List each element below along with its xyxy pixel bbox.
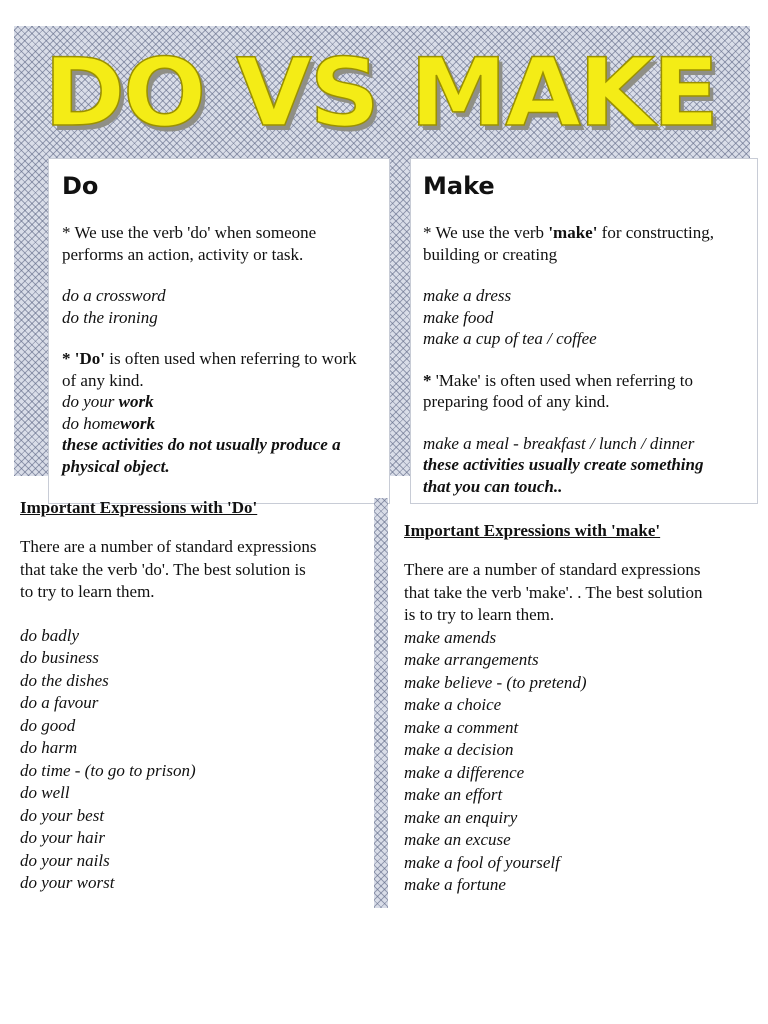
do-example: do the ironing [62,307,158,327]
do-note-line1: these activities do not usually produce a [62,435,341,454]
do-expressions-intro: There are a number of standard expressions [20,537,317,556]
list-item: make a fortune [404,875,506,894]
make-panel [410,158,758,504]
list-item: make a fool of yourself [404,852,560,872]
do-rule2-line1: * 'Do' is often used when referring to work [62,349,357,368]
list-item: make a decision [404,740,514,759]
do-expressions-heading: Important Expressions with 'Do' [20,498,258,517]
make-example: make a cup of tea / coffee [423,329,597,348]
do-example-work: do your work [62,392,154,411]
make-note-line1: these activities usually create something [423,455,704,474]
do-example: do a crossword [62,286,166,305]
list-item: make amends [404,627,497,647]
do-example-homework: do homework [62,413,156,433]
make-expressions-intro: There are a number of standard expressions [404,560,701,579]
list-item: do good [20,715,76,735]
do-heading: Do [62,172,99,200]
do-expressions-section [20,497,365,895]
list-item: make an excuse [404,830,511,849]
do-rule1-line1: * We use the verb 'do' when someone [62,223,317,242]
make-example: make food [423,307,494,327]
do-rule2-line2: of any kind. [62,370,144,390]
make-rule1-line1: * We use the verb 'make' for constructing, [423,223,715,242]
do-expressions-intro: to try to learn them. [20,582,155,601]
make-expressions-intro: is to try to learn them. [404,605,555,624]
list-item: make an effort [404,785,503,804]
list-item: do your hair [20,828,105,847]
make-heading: Make [423,172,495,200]
make-example-meal: make a meal - breakfast / lunch / dinner [423,433,695,453]
header-pattern-band [14,26,750,496]
list-item: do well [20,783,70,802]
list-item: do harm [20,738,78,757]
make-expressions-heading: Important Expressions with 'make' [404,521,661,540]
list-item: do your best [20,805,105,825]
do-expressions-intro: that take the verb 'do'. The best solution is [20,559,306,579]
make-rule1-line2: building or creating [423,244,558,264]
list-item: make a difference [404,762,525,782]
list-item: make an enquiry [404,807,518,827]
list-item: do your worst [20,873,115,892]
list-item: do your nails [20,850,110,870]
make-expressions-section [404,520,749,897]
list-item: make a comment [404,717,519,737]
make-rule2-line2: preparing food of any kind. [423,392,610,411]
list-item: make a choice [404,695,502,714]
do-panel [48,158,390,504]
list-item: make believe - (to pretend) [404,672,587,692]
list-item: do the dishes [20,670,109,690]
list-item: do time - (to go to prison) [20,760,196,780]
make-expressions-intro: that take the verb 'make'. . The best solution [404,582,703,602]
list-item: do badly [20,625,80,645]
list-item: do business [20,648,99,667]
divider-pattern-strip [374,498,388,908]
do-note-line2: physical object. [62,456,170,476]
list-item: make arrangements [404,650,539,669]
do-rule1-line2: performs an action, activity or task. [62,244,304,264]
list-item: do a favour [20,693,99,712]
make-note-line2: that you can touch.. [423,476,563,496]
make-rule2-line1: * 'Make' is often used when referring to [423,370,694,390]
make-example: make a dress [423,286,512,305]
page-title: DO VS MAKE [44,39,718,148]
